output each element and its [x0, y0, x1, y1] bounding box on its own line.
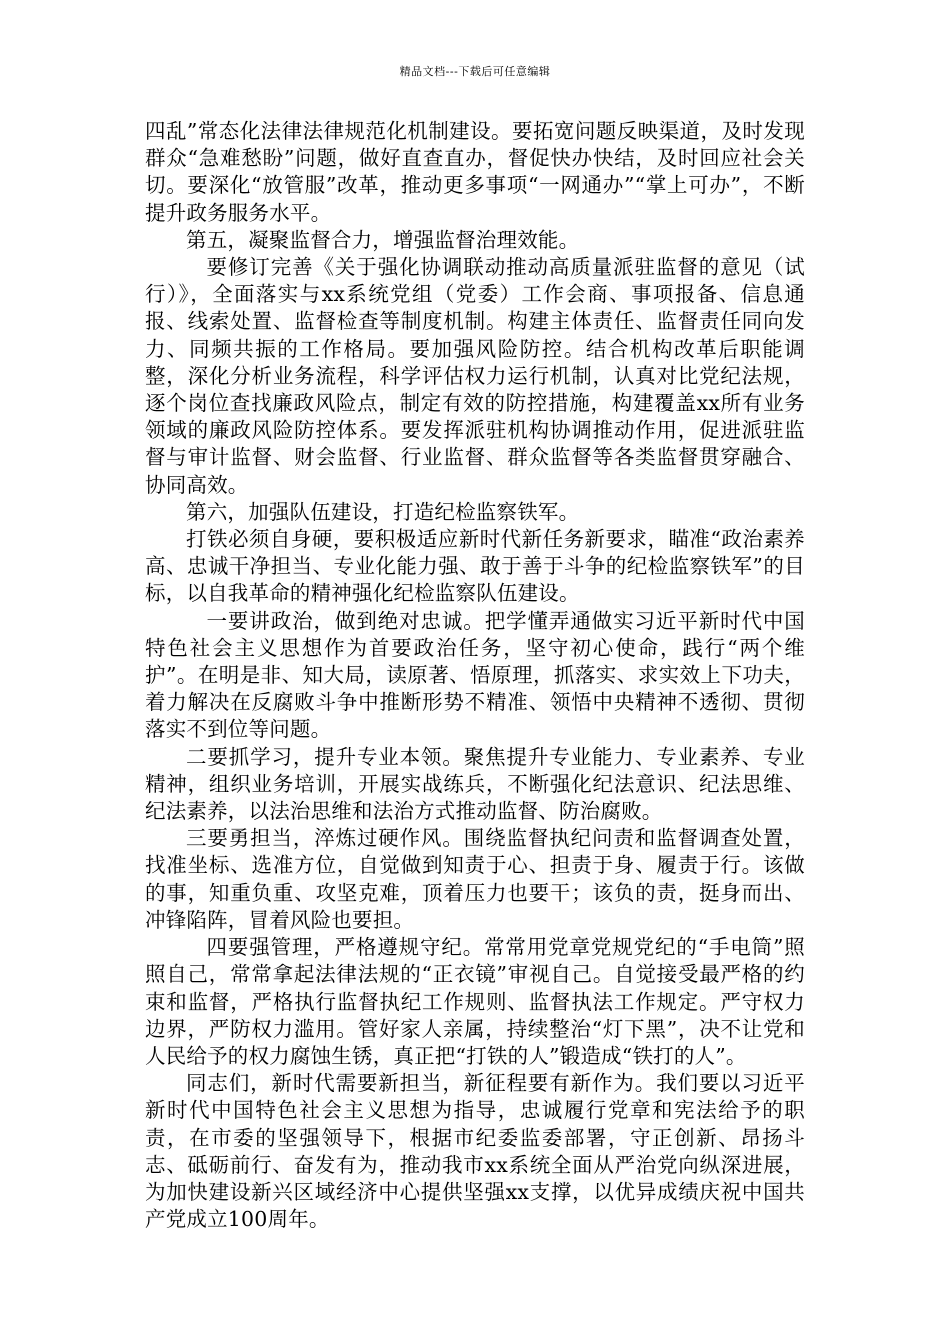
page-header: 精品文档---下载后可任意编辑: [399, 65, 551, 78]
document-body: [145, 118, 805, 1233]
paragraph-7: 四要强管理，严格遵规守纪。常常用党章党规党纪的“手电筒”照照自己，常常拿起法律法规的“正衣镜”审视自己。自觉接受最严格的约束和监督，严格执行监督执纪工作规则、监督执法工作规定。严守权力边界，严防权力滥用。管好家人亲属，持续整治“灯下黑”，决不让党和人民给予的权力腐蚀生锈，真正把“打铁的人”锻造成“铁打的人”。: [145, 935, 805, 1068]
paragraph-5: 二要抓学习，提升专业本领。聚焦提升专业能力、专业素养、专业精神，组织业务培训，开展实战练兵，不断强化纪法意识、纪法思维、纪法素养，以法治思维和法治方式推动监督、防治腐败。: [145, 744, 805, 824]
paragraph-8: 同志们，新时代需要新担当，新征程要有新作为。我们要以习近平新时代中国特色社会主义思想为指导，忠诚履行党章和宪法给予的职责，在市委的坚强领导下，根据市纪委监委部署，守正创新、昂扬斗志、砥砺前行、奋发有为，推动我市xx系统全面从严治党向纵深进展，为加快建设新兴区域经济中心提供坚强xx支撑，以优异成绩庆祝中国共产党成立100周年。: [145, 1071, 805, 1232]
section-heading-5: 第五，凝聚监督合力，增强监督治理效能。: [186, 227, 580, 252]
section-heading-6: 第六，加强队伍建设，打造纪检监察铁军。: [186, 499, 580, 524]
paragraph-3: 打铁必须自身硬，要积极适应新时代新任务新要求，瞄准“政治素养高、忠诚干净担当、专业化能力强、敢于善于斗争的纪检监察铁军”的目标，以自我革命的精神强化纪检监察队伍建设。: [145, 527, 805, 606]
paragraph-2: 要修订完善《关于强化协调联动推动高质量派驻监督的意见（试行）》，全面落实与xx系统党组（党委）工作会商、事项报备、信息通报、线索处置、监督检查等制度机制。构建主体责任、监督责任同向发力、同频共振的工作格局。要加强风险防控。结合机构改革后职能调整，深化分析业务流程，科学评估权力运行机制，认真对比党纪法规，逐个岗位查找廉政风险点，制定有效的防控措施，构建覆盖xx所有业务领域的廉政风险防控体系。要发挥派驻机构协调推动作用，促进派驻监督与审计监督、财会监督、行业监督、群众监督等各类监督贯穿融合、协同高效。: [145, 255, 805, 497]
paragraph-1: 四乱”常态化法律法律规范化机制建设。要拓宽问题反映渠道，及时发现群众“急难愁盼”问题，做好直查直办，督促快办快结，及时回应社会关切。要深化“放管服”改革，推动更多事项“一网通办”“掌上可办”，不断提升政务服务水平。: [145, 119, 805, 225]
paragraph-6: 三要勇担当，淬炼过硬作风。围绕监督执纪问责和监督调查处置，找准坐标、选准方位，自觉做到知责于心、担责于身、履责于行。该做的事，知重负重、攻坚克难，顶着压力也要干；该负的责，挺身而出、冲锋陷阵，冒着风险也要担。: [145, 826, 805, 932]
paragraph-4: 一要讲政治，做到绝对忠诚。把学懂弄通做实习近平新时代中国特色社会主义思想作为首要政治任务，坚守初心使命，践行“两个维护”。在明是非、知大局，读原著、悟原理，抓落实、求实效上下功夫，着力解决在反腐败斗争中推断形势不精准、领悟中央精神不透彻、贯彻落实不到位等问题。: [145, 608, 805, 742]
